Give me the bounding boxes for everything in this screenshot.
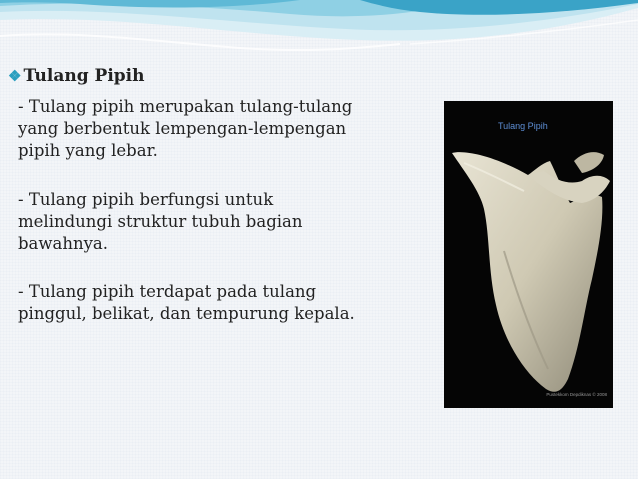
heading xyxy=(8,66,145,86)
heading-text: Tulang Pipih xyxy=(23,66,145,86)
photo-credit: Pustekkom Depdiknas © 2008 xyxy=(546,392,607,397)
scapula-bone-illustration xyxy=(444,101,613,408)
bone-photo xyxy=(444,101,613,408)
paragraph-function: - Tulang pipih berfungsi untuk melindungi struktur tubuh bagian bawahnya. xyxy=(18,190,303,253)
photo-caption: Tulang Pipih xyxy=(498,121,548,131)
diamond-bullet-icon: ❖ xyxy=(8,66,22,85)
paragraph-location: - Tulang pipih terdapat pada tulang pinggul, belikat, dan tempurung kepala. xyxy=(18,282,355,323)
paragraph-definition: - Tulang pipih merupakan tulang-tulang yang berbentuk lempengan-lempengan pipih yang lebar. xyxy=(18,97,353,160)
header-wave-decoration xyxy=(0,0,638,70)
